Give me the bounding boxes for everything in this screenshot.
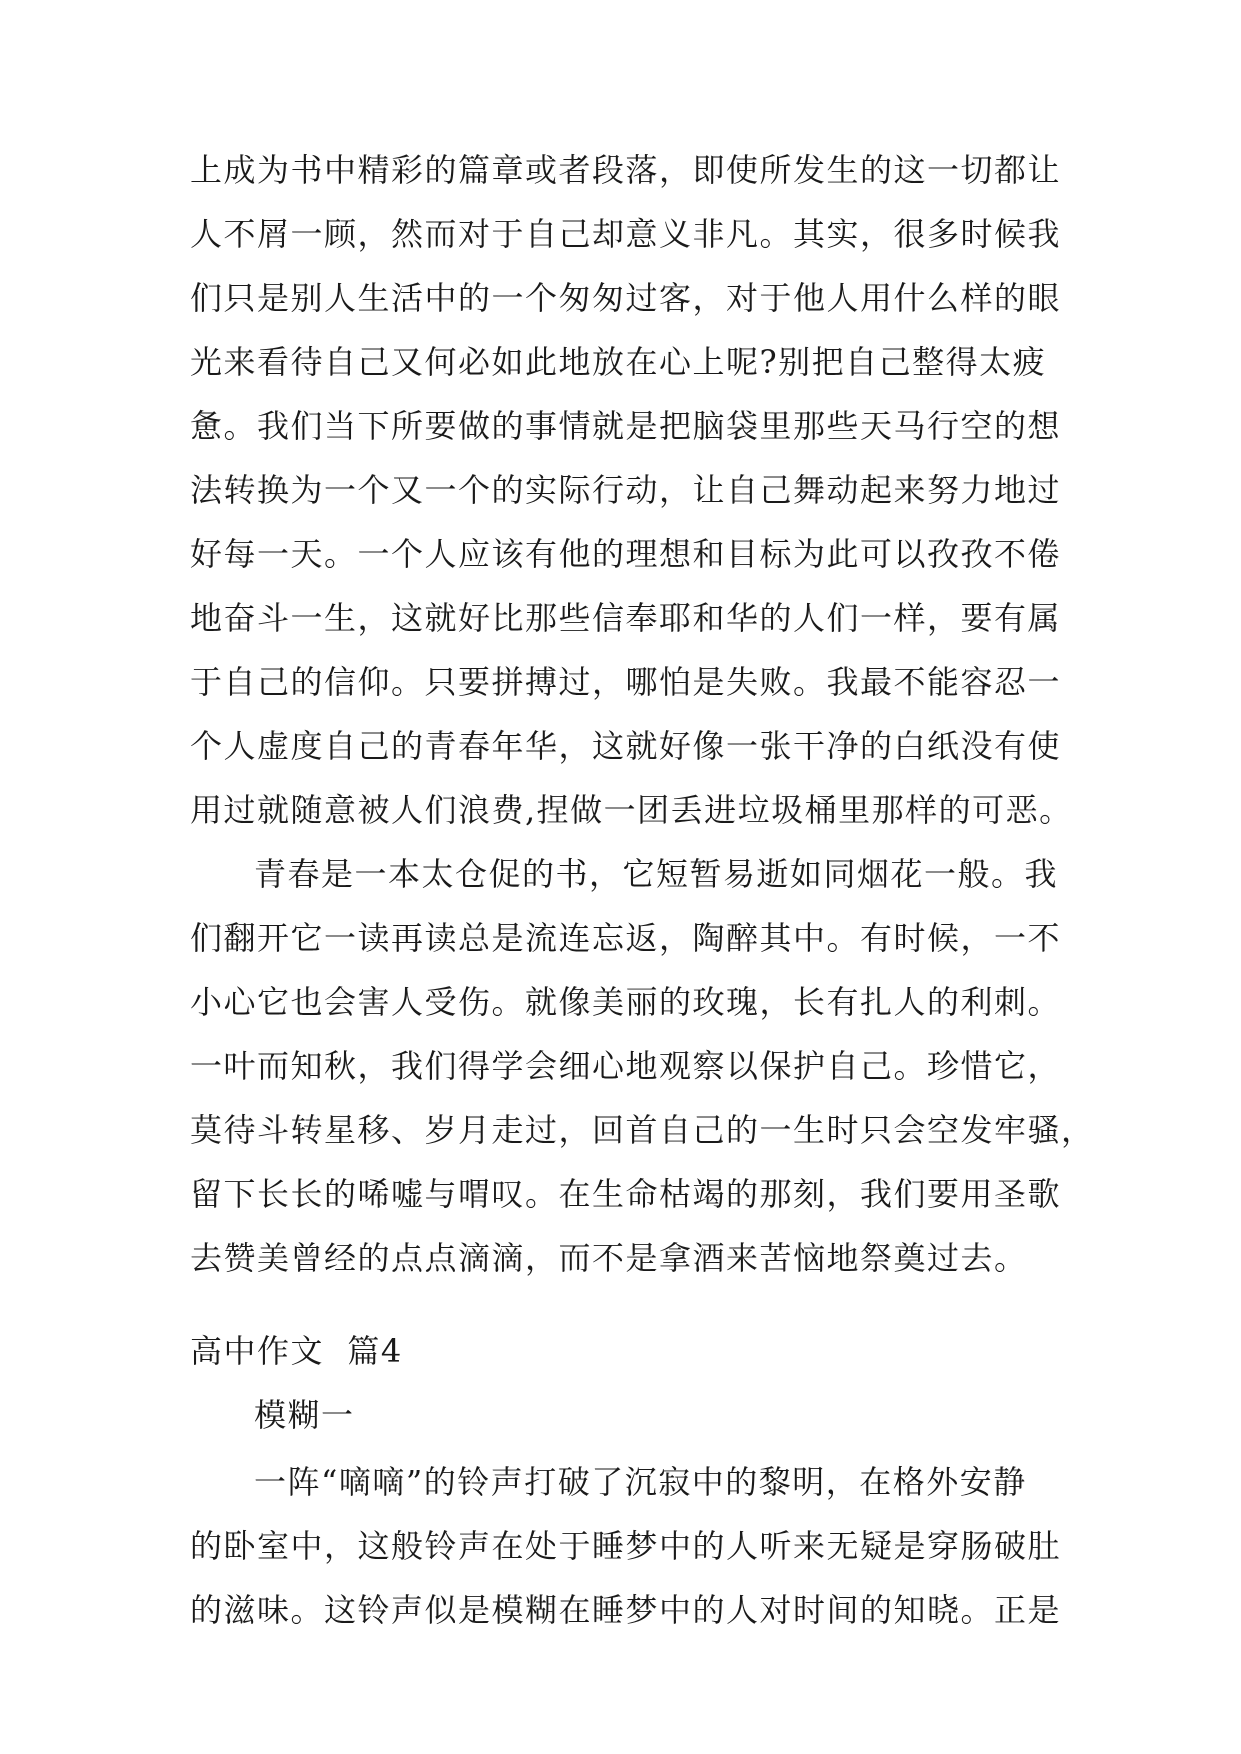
paragraph-1-line-9: 于自己的信仰。只要拼搏过，哪怕是失败。我最不能容忍一 (190, 663, 1062, 701)
paragraph-1-line-8: 地奋斗一生，这就好比那些信奉耶和华的人们一样，要有属 (190, 599, 1062, 637)
paragraph-1-line-2: 人不屑一顾，然而对于自己却意义非凡。其实，很多时候我 (190, 215, 1062, 253)
section-heading: 高中作文 篇4 (190, 1332, 403, 1370)
paragraph-1-line-6: 法转换为一个又一个的实际行动，让自己舞动起来努力地过 (190, 471, 1062, 509)
paragraph-2-line-1: 青春是一本太仓促的书，它短暂易逝如同烟花一般。我 (254, 855, 1059, 893)
paragraph-2-line-7: 去赞美曾经的点点滴滴，而不是拿酒来苦恼地祭奠过去。 (190, 1239, 1028, 1277)
paragraph-1-line-5: 惫。我们当下所要做的事情就是把脑袋里那些天马行空的想 (190, 407, 1062, 445)
paragraph-2-line-4: 一叶而知秋，我们得学会细心地观察以保护自己。珍惜它， (190, 1047, 1062, 1085)
paragraph-1-line-4: 光来看待自己又何必如此地放在心上呢?别把自己整得太疲 (190, 343, 1047, 381)
paragraph-3-line-3: 的滋味。这铃声似是模糊在睡梦中的人对时间的知晓。正是 (190, 1591, 1062, 1629)
paragraph-3-line-2: 的卧室中，这般铃声在处于睡梦中的人听来无疑是穿肠破肚 (190, 1527, 1062, 1565)
paragraph-2-line-5: 莫待斗转星移、岁月走过，回首自己的一生时只会空发牢骚， (190, 1111, 1095, 1149)
section-subtitle: 模糊一 (254, 1396, 355, 1434)
paragraph-2-line-3: 小心它也会害人受伤。就像美丽的玫瑰，长有扎人的利刺。 (190, 983, 1062, 1021)
paragraph-1-line-11: 用过就随意被人们浪费,捏做一团丢进垃圾桶里那样的可恶。 (190, 791, 1073, 829)
paragraph-2-line-2: 们翻开它一读再读总是流连忘返，陶醉其中。有时候，一不 (190, 919, 1062, 957)
paragraph-1-line-3: 们只是别人生活中的一个匆匆过客，对于他人用什么样的眼 (190, 279, 1062, 317)
paragraph-3-line-1: 一阵“嘀嘀”的铃声打破了沉寂中的黎明，在格外安静 (254, 1463, 1027, 1501)
paragraph-1-line-1: 上成为书中精彩的篇章或者段落，即使所发生的这一切都让 (190, 151, 1062, 189)
paragraph-1-line-10: 个人虚度自己的青春年华，这就好像一张干净的白纸没有使 (190, 727, 1062, 765)
paragraph-1-line-7: 好每一天。一个人应该有他的理想和目标为此可以孜孜不倦 (190, 535, 1062, 573)
paragraph-2-line-6: 留下长长的唏嘘与喟叹。在生命枯竭的那刻，我们要用圣歌 (190, 1175, 1062, 1213)
